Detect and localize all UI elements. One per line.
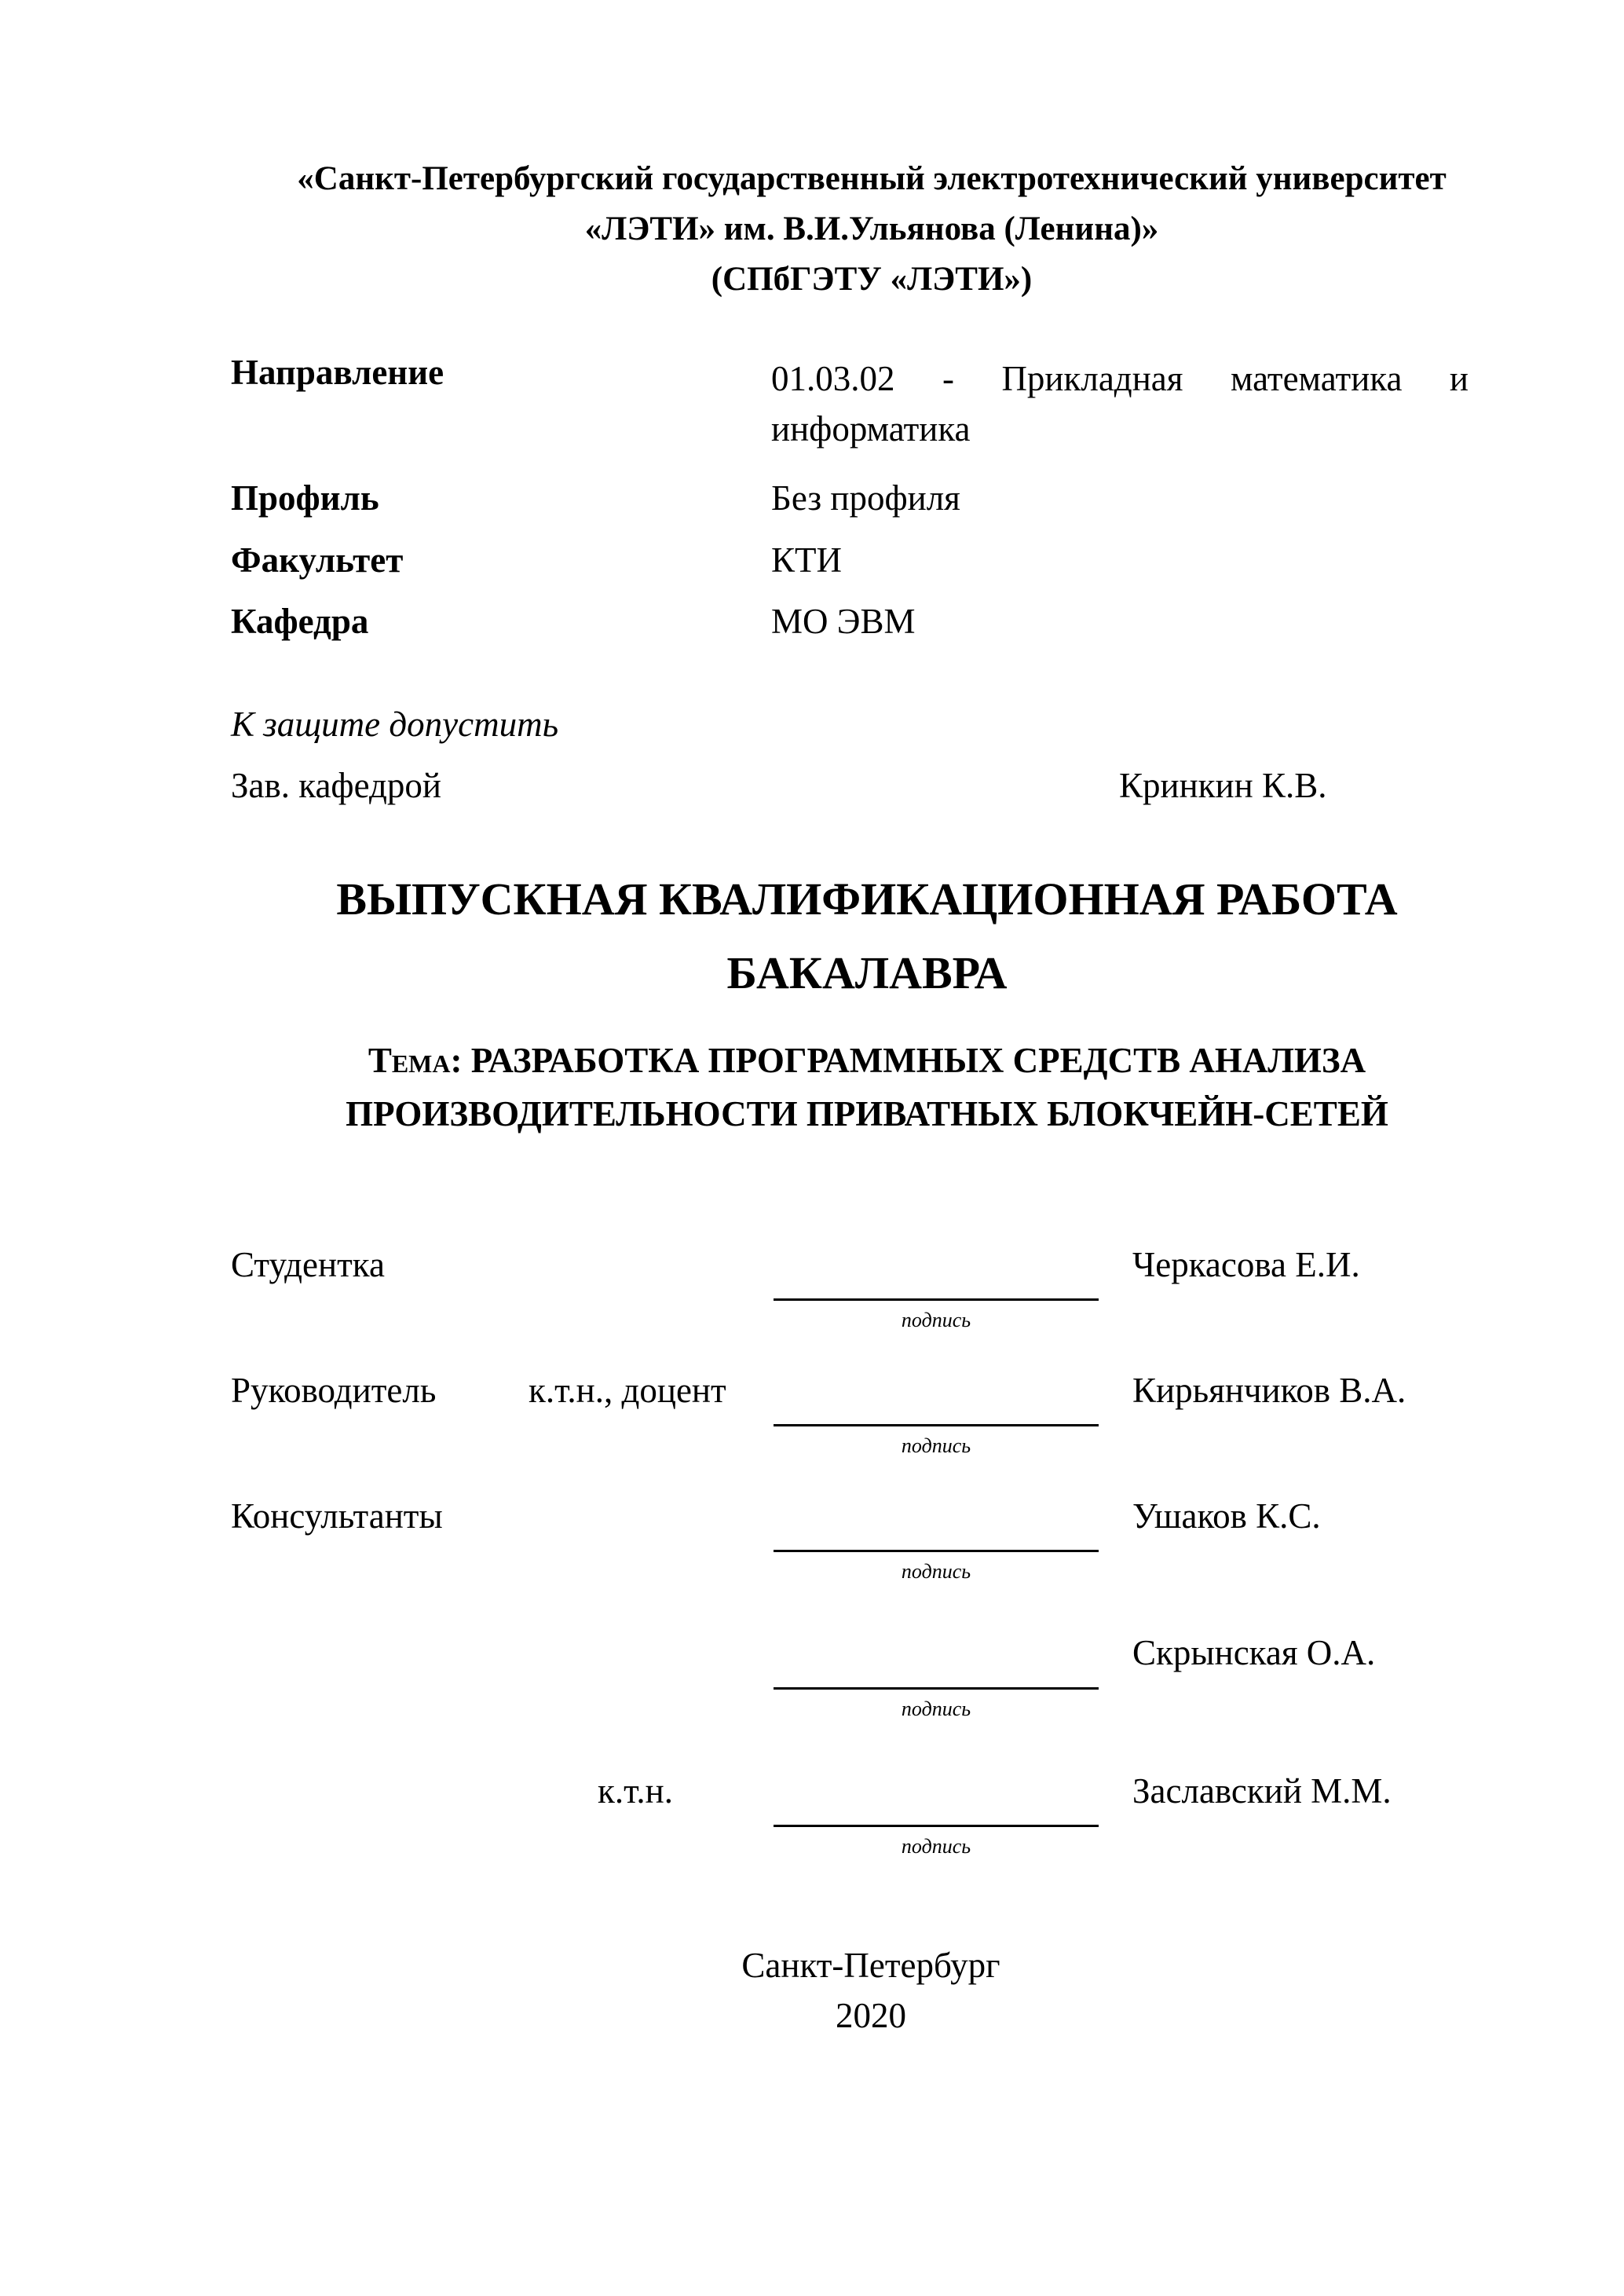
university-name-line2: «ЛЭТИ» им. В.И.Ульянова (Ленина)» <box>584 211 1159 247</box>
signature-name: Заславский М.М. <box>1132 1771 1392 1811</box>
signature-name: Черкасова Е.И. <box>1132 1245 1360 1284</box>
faculty-value: КТИ <box>771 540 842 580</box>
footer-year: 2020 <box>836 1996 906 2035</box>
profile-label: Профиль <box>231 478 379 518</box>
signature-name: Кирьянчиков В.А. <box>1132 1371 1406 1410</box>
document-title-line1: ВЫПУСКНАЯ КВАЛИФИКАЦИОННАЯ РАБОТА <box>336 873 1398 925</box>
university-name-line1: «Санкт-Петербургский государственный электротехнический университет <box>297 160 1447 197</box>
signature-degree: к.т.н. <box>598 1771 673 1811</box>
signature-caption: подпись <box>901 1835 971 1858</box>
theme-prefix: Тема: <box>368 1041 463 1080</box>
signature-role: Консультанты <box>231 1496 443 1536</box>
theme-text-line1: РАЗРАБОТКА ПРОГРАММНЫХ СРЕДСТВ АНАЛИЗА <box>470 1041 1366 1080</box>
signature-caption: подпись <box>901 1560 971 1583</box>
faculty-label: Факультет <box>231 540 404 580</box>
direction-value <box>771 353 1469 454</box>
signature-caption: подпись <box>901 1697 971 1720</box>
signature-role: Руководитель <box>231 1371 437 1410</box>
thesis-theme <box>231 1034 1503 1141</box>
direction-code: 01.03.02 <box>771 359 895 398</box>
signature-name: Ушаков К.С. <box>1132 1496 1321 1536</box>
footer <box>231 1940 1511 2041</box>
theme-text-line2: ПРОИЗВОДИТЕЛЬНОСТИ ПРИВАТНЫХ БЛОКЧЕЙН-СЕТЕЙ <box>346 1094 1388 1133</box>
signature-caption: подпись <box>901 1434 971 1457</box>
department-label: Кафедра <box>231 602 369 641</box>
signature-line <box>774 1298 1099 1301</box>
footer-city: Санкт-Петербург <box>741 1946 1000 1985</box>
signature-line <box>774 1687 1099 1690</box>
approval-role: Зав. кафедрой <box>231 766 441 805</box>
direction-word: и <box>1449 359 1469 398</box>
direction-word: математика <box>1230 359 1403 398</box>
direction-label: Направление <box>231 353 444 392</box>
signature-caption: подпись <box>901 1309 971 1331</box>
direction-value-line2: информатика <box>771 409 971 449</box>
department-value: МО ЭВМ <box>771 602 916 641</box>
university-abbrev: (СПбГЭТУ «ЛЭТИ») <box>711 261 1033 298</box>
signature-name: Скрынская О.А. <box>1132 1633 1376 1672</box>
direction-word: Прикладная <box>1001 359 1183 398</box>
signature-degree: к.т.н., доцент <box>529 1371 726 1410</box>
signature-role: Студентка <box>231 1245 385 1284</box>
document-title-line2: БАКАЛАВРА <box>726 947 1008 998</box>
thesis-theme-line1 <box>231 1034 1503 1087</box>
direction-dash: - <box>942 359 954 398</box>
university-header <box>236 154 1508 305</box>
approval-note: К защите допустить <box>231 705 559 744</box>
signature-line <box>774 1825 1099 1827</box>
signature-line <box>774 1550 1099 1552</box>
profile-value: Без профиля <box>771 478 960 518</box>
signature-line <box>774 1424 1099 1426</box>
approval-name: Кринкин К.В. <box>1119 766 1327 805</box>
document-title <box>231 862 1503 1010</box>
direction-value-line1 <box>771 353 1469 404</box>
